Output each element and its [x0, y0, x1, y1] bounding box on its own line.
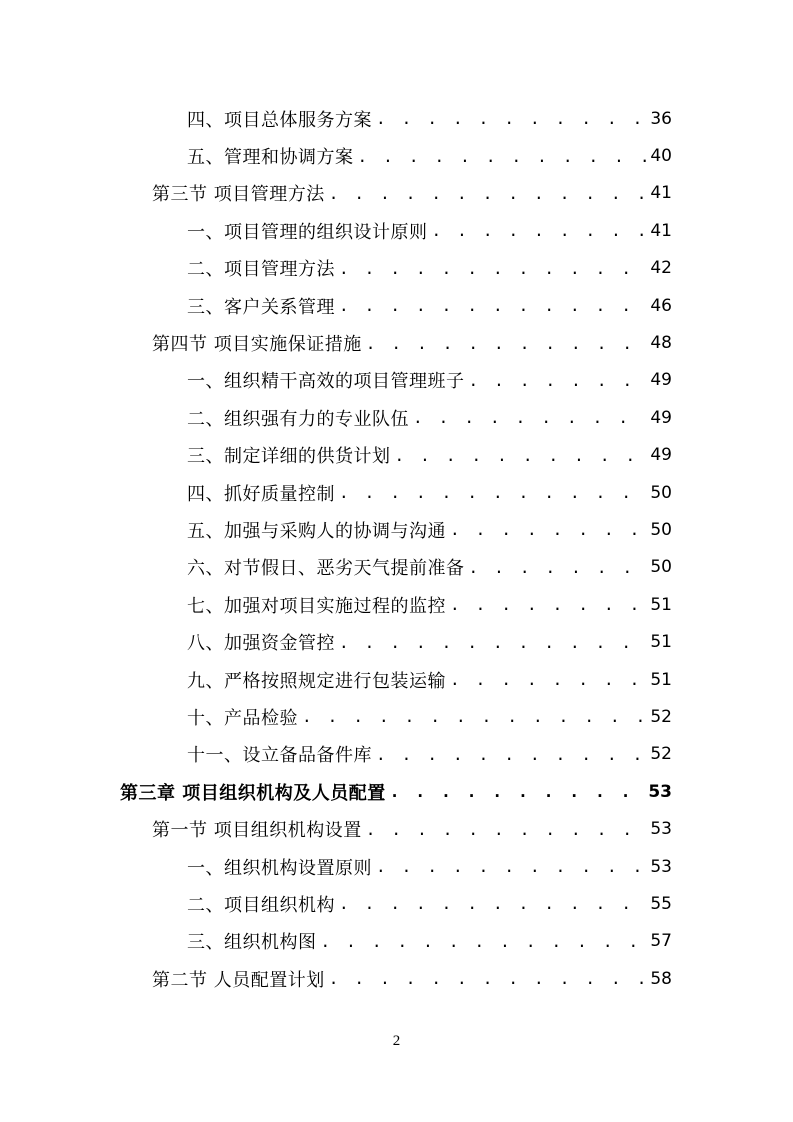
toc-entry-title: 第三节 项目管理方法 [152, 184, 325, 206]
toc-entry-page: 50 [650, 519, 672, 540]
table-of-contents [0, 100, 793, 997]
dot-leader [339, 259, 646, 278]
dot-leader [450, 595, 646, 614]
toc-entry-title: 一、组织精干高效的项目管理班子 [187, 371, 465, 393]
dot-leader [432, 221, 647, 240]
toc-entry[interactable] [0, 100, 793, 137]
toc-entry-page: 50 [650, 557, 672, 578]
toc-entry-page: 46 [650, 295, 672, 316]
toc-entry-title: 三、制定详细的供货计划 [187, 446, 391, 468]
toc-entry-title: 三、组织机构图 [187, 932, 317, 954]
toc-entry-title: 五、加强与采购人的协调与沟通 [187, 520, 446, 542]
toc-entry[interactable] [0, 474, 793, 511]
toc-entry-page: 51 [650, 594, 672, 615]
toc-entry-page: 53 [650, 856, 672, 877]
toc-entry-title: 第三章 项目组织机构及人员配置 [120, 782, 386, 804]
dot-leader [329, 184, 647, 203]
dot-leader [469, 558, 647, 577]
toc-entry[interactable] [0, 885, 793, 922]
toc-entry-title: 二、组织强有力的专业队伍 [187, 408, 409, 430]
toc-entry[interactable] [0, 324, 793, 361]
toc-entry[interactable] [0, 511, 793, 548]
dot-leader [413, 408, 646, 427]
dot-leader [339, 894, 646, 913]
dot-leader [339, 633, 646, 652]
toc-entry-page: 42 [650, 258, 672, 279]
toc-entry-page: 49 [650, 445, 672, 466]
toc-entry[interactable] [0, 362, 793, 399]
toc-entry-title: 第一节 项目组织机构设置 [152, 820, 362, 842]
toc-entry-page: 51 [650, 669, 672, 690]
dot-leader [376, 857, 646, 876]
toc-entry-title: 四、项目总体服务方案 [187, 109, 372, 131]
toc-entry-page: 53 [648, 781, 672, 802]
toc-entry[interactable] [0, 287, 793, 324]
toc-entry-page: 51 [650, 632, 672, 653]
toc-entry-title: 九、严格按照规定进行包装运输 [187, 670, 446, 692]
toc-entry-page: 52 [650, 706, 672, 727]
dot-leader [376, 745, 646, 764]
toc-entry[interactable] [0, 623, 793, 660]
toc-entry[interactable] [0, 175, 793, 212]
toc-entry[interactable] [0, 137, 793, 174]
toc-entry-title: 六、对节假日、恶劣天气提前准备 [187, 558, 465, 580]
toc-entry[interactable] [0, 437, 793, 474]
dot-leader [329, 969, 647, 988]
toc-entry-page: 52 [650, 744, 672, 765]
toc-entry-title: 四、抓好质量控制 [187, 483, 335, 505]
toc-entry-page: 53 [650, 819, 672, 840]
toc-entry[interactable] [0, 661, 793, 698]
dot-leader [376, 109, 646, 128]
toc-entry-page: 40 [650, 146, 672, 167]
page-number: 2 [392, 1033, 401, 1049]
toc-entry[interactable] [0, 212, 793, 249]
toc-entry-page: 49 [650, 370, 672, 391]
toc-entry-title: 八、加强资金管控 [187, 633, 335, 655]
toc-entry-title: 二、项目组织机构 [187, 894, 335, 916]
dot-leader [469, 371, 647, 390]
toc-entry-page: 36 [650, 108, 672, 129]
dot-leader [339, 483, 646, 502]
toc-entry-title: 十、产品检验 [187, 707, 298, 729]
toc-entry-page: 58 [650, 968, 672, 989]
toc-entry-title: 第四节 项目实施保证措施 [152, 334, 362, 356]
dot-leader [395, 446, 647, 465]
toc-entry-title: 二、项目管理方法 [187, 259, 335, 281]
toc-entry-page: 41 [650, 220, 672, 241]
toc-entry[interactable] [0, 399, 793, 436]
toc-entry-page: 49 [650, 407, 672, 428]
toc-entry[interactable] [0, 549, 793, 586]
toc-entry-page: 55 [650, 893, 672, 914]
toc-entry-title: 十一、设立备品备件库 [187, 745, 372, 767]
toc-entry[interactable] [0, 960, 793, 997]
toc-entry[interactable] [0, 736, 793, 773]
dot-leader [339, 296, 646, 315]
toc-entry-page: 50 [650, 482, 672, 503]
dot-leader [390, 782, 645, 801]
toc-entry-title: 五、管理和协调方案 [187, 147, 354, 169]
toc-entry-title: 三、客户关系管理 [187, 296, 335, 318]
dot-leader [366, 820, 647, 839]
toc-entry[interactable] [0, 810, 793, 847]
toc-entry-page: 41 [650, 183, 672, 204]
toc-entry[interactable] [0, 848, 793, 885]
toc-entry-title: 一、项目管理的组织设计原则 [187, 221, 428, 243]
toc-chapter-entry[interactable] [0, 773, 793, 810]
toc-entry-title: 七、加强对项目实施过程的监控 [187, 595, 446, 617]
toc-entry[interactable] [0, 698, 793, 735]
dot-leader [358, 147, 647, 166]
dot-leader [450, 670, 646, 689]
toc-entry[interactable] [0, 586, 793, 623]
dot-leader [321, 932, 647, 951]
toc-entry[interactable] [0, 250, 793, 287]
dot-leader [366, 334, 647, 353]
toc-entry-page: 57 [650, 931, 672, 952]
toc-entry-title: 第二节 人员配置计划 [152, 969, 325, 991]
toc-entry-page: 48 [650, 333, 672, 354]
toc-entry-title: 一、组织机构设置原则 [187, 857, 372, 879]
dot-leader [450, 520, 646, 539]
dot-leader [302, 707, 646, 726]
toc-entry[interactable] [0, 923, 793, 960]
